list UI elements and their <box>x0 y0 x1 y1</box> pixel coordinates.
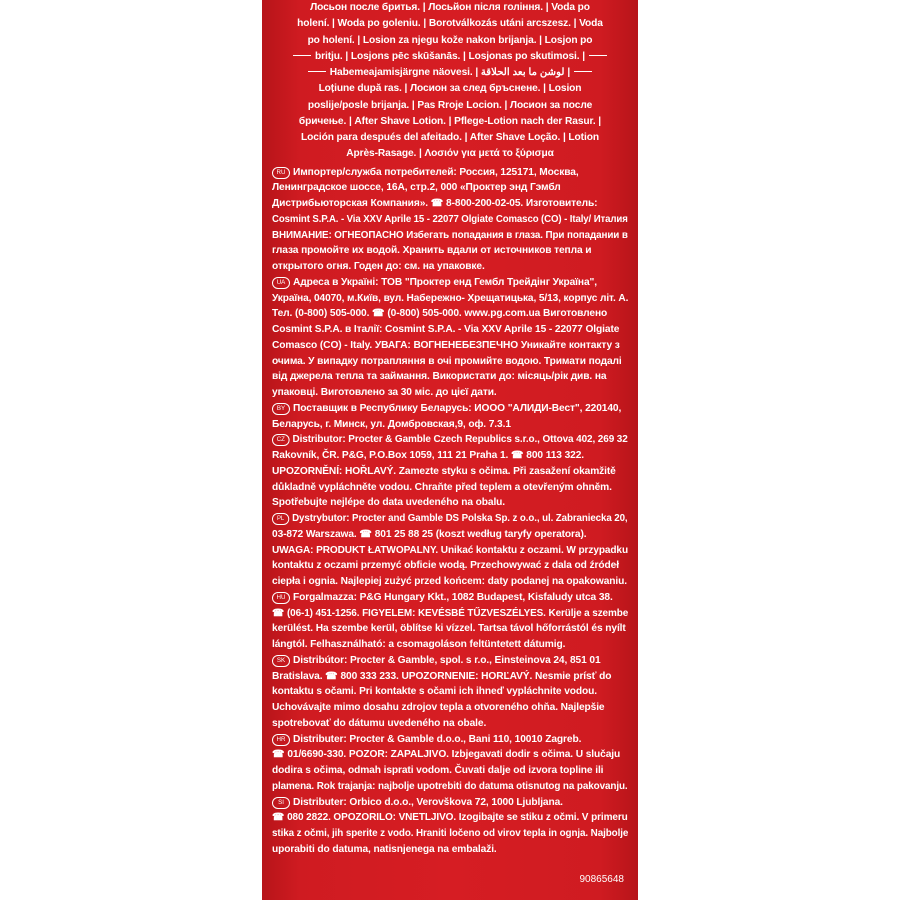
section-line-text: ☎ 080 2822. OPOZORILO: VNETLJIVO. Izogibajte se stiku z očmi. V primeru <box>272 812 628 824</box>
country-code-badge: RU <box>272 167 290 179</box>
section-line <box>272 322 628 338</box>
section-line-text: UPOZORNĚNÍ: HOŘLAVÝ. Zamezte styku s očima. Při zasažení okamžitě <box>272 465 616 477</box>
translation-line: бричење. | After Shave Lotion. | Pflege-Lotion nach der Rasur. | <box>298 115 602 127</box>
section-line <box>272 637 628 653</box>
section-line <box>272 401 628 417</box>
section-by <box>272 401 628 433</box>
translation-line: po holení. | Losion za njegu kože nakon brijanja. | Losjon po <box>307 34 593 46</box>
section-pl <box>272 511 628 590</box>
section-line <box>272 606 628 622</box>
section-line-text: открытого огня. Годен до: см. на упаковке. <box>272 261 485 272</box>
section-line-text: очима. У випадку потрапляння в очі промийте водою. Тримати подалі <box>272 355 622 367</box>
section-line <box>272 228 628 244</box>
section-line-text: Україна, 04070, м.Київ, вул. Набережно- Хрещатицька, 5/13, корпус літ. А. <box>272 292 629 304</box>
section-line <box>272 747 628 763</box>
section-line-text: kontaktu z oczami przemyć obficie wodą. Przechowywać z dala od źródeł <box>272 560 619 572</box>
section-line-text: упаковці. Виготовлено за 30 міс. до цієї дати. <box>272 387 497 398</box>
section-line <box>272 511 628 527</box>
section-line-text: Spotřebujte nejlépe do data uvedeného na obalu. <box>272 497 506 509</box>
section-line-text: ВНИМАНИЕ: ОГНЕОПАСНО Избегать попадания в глаза. При попадании в <box>272 229 628 241</box>
barcode-number: 90865648 <box>579 874 624 885</box>
translation-line: holení. | Woda po goleniu. | Borotválkozás utáni arcszesz. | Voda <box>297 18 603 30</box>
section-line-text: uporabiti do datuma, natisnjenega na embalaži. <box>272 843 497 855</box>
section-line-text: Dystrybutor: Procter and Gamble DS Polska Sp. z o.o., ul. Zabraniecka 20, <box>292 513 628 524</box>
left-rule <box>293 55 311 56</box>
section-line-text: 03-872 Warszawa. ☎ 801 25 88 25 (koszt według taryfy operatora). <box>272 528 587 540</box>
section-line <box>272 590 628 606</box>
section-line-text: Тел. (0-800) 505-000. ☎ (0-800) 505-000. www.pg.com.ua Виготовлено <box>272 308 608 320</box>
country-code-badge: BY <box>272 403 290 415</box>
section-line <box>272 448 628 464</box>
section-line-text: глаза промойте их водой. Хранить вдали от источников тепла и <box>272 245 592 257</box>
section-line <box>272 795 628 811</box>
translation-line: Лосьон после бритья. | Лосьйон після гоління. | Voda po <box>310 2 590 13</box>
product-label-panel <box>262 0 638 900</box>
section-line <box>272 621 628 637</box>
section-line <box>272 495 628 511</box>
section-line <box>272 480 628 496</box>
section-line <box>272 369 628 385</box>
section-line-text: Поставщик в Республику Беларусь: ИООО "АЛИДИ-Вест", 220140, <box>293 402 622 414</box>
section-line-text: від джерела тепла та займання. Використати до: місяць/рік див. на <box>272 371 607 383</box>
section-line <box>272 432 628 448</box>
left-rule <box>308 71 326 72</box>
section-line <box>272 165 628 181</box>
section-line-text: Distributer: Procter & Gamble d.o.o., Bani 110, 10010 Zagreb. <box>293 733 582 745</box>
section-line-text: lángtól. Felhasználható: a csomagoláson feltüntetett dátumig. <box>272 639 566 650</box>
section-line-text: ☎ 01/6690-330. POZOR: ZAPALJIVO. Izbjegavati dodir s očima. U slučaju <box>272 749 621 761</box>
section-line-text: Distribútor: Procter & Gamble, spol. s r.o., Einsteinova 24, 851 01 <box>293 654 601 666</box>
section-line <box>272 275 628 291</box>
section-line-text: plamena. Rok trajanja: najbolje upotrebiti do datuma otisnutog na pakovanju. <box>272 780 628 792</box>
section-line-text: ciepła i ognia. Najlepiej zużyć przed końcem: daty podanej na opakowaniu. <box>272 576 628 587</box>
section-line <box>272 259 628 275</box>
section-line-text: Comasco (CO) - Italy. УВАГА: ВОГНЕНЕБЕЗПЕЧНО Уникайте контакту з <box>272 339 620 351</box>
section-line <box>272 669 628 685</box>
section-line <box>272 716 628 732</box>
country-code-badge: SK <box>272 655 290 667</box>
section-cz <box>272 432 628 511</box>
section-line <box>272 385 628 401</box>
translation-line: Loțiune după ras. | Лосион за след бръснене. | Losion <box>318 83 582 95</box>
section-line <box>272 212 628 228</box>
section-line-text: Bratislava. ☎ 800 333 233. UPOZORNENIE: HORĽAVÝ. Nesmie prísť do <box>272 670 612 682</box>
country-code-badge: UA <box>272 277 290 289</box>
section-line <box>272 180 628 196</box>
country-code-badge: HU <box>272 592 290 604</box>
section-line-text: kontaktu s očami. Pri kontakte s očami ich ihneď vypláchnite vodou. <box>272 686 598 698</box>
section-line-text: spotrebovať do dátumu uvedeného na obale. <box>272 717 487 729</box>
section-line <box>272 291 628 307</box>
section-line-text: Адреса в Україні: ТОВ "Проктер енд Гембл Трейдінг Україна", <box>293 276 597 288</box>
section-line-text: dodira s očima, odmah isprati vodom. Čuvati dalje od izvora topline ili <box>272 765 604 776</box>
product-name-translations <box>272 0 628 163</box>
section-line-text: Ленинградское шоссе, 16А, стр.2, 000 «Проктер энд Гэмбл <box>272 182 561 194</box>
section-line <box>272 732 628 748</box>
section-line-text: Forgalmazza: P&G Hungary Kkt., 1082 Budapest, Kisfaludy utca 38. <box>293 591 613 603</box>
section-line-text: Дистрибьюторская Компания». ☎ 8-800-200-02-05. Изготовитель: <box>272 198 598 209</box>
translation-line: poslije/posle brijanja. | Pas Rroje Locion. | Лосион за после <box>307 99 593 111</box>
section-line-text: Импортер/служба потребителей: Россия, 125171, Москва, <box>293 166 579 178</box>
section-line-text: Cosmint S.P.A. в Італії: Cosmint S.P.A. - Via XXV Aprile 15 - 22077 Olgiate <box>272 324 620 335</box>
section-line <box>272 543 628 559</box>
translation-line: Loción para después del afeitado. | After Shave Loção. | Lotion <box>301 132 599 143</box>
section-line-text: UWAGA: PRODUKT ŁATWOPALNY. Unikać kontaktu z oczami. W przypadku <box>272 544 628 556</box>
country-code-badge: CZ <box>272 434 290 446</box>
section-line <box>272 779 628 795</box>
section-line-text: stika z očmi, jih sperite z vodo. Hraniti ločeno od virov tepla in ognja. Najbolje <box>272 828 629 839</box>
section-line-text: Cosmint S.P.A. - Via XXV Aprile 15 - 22077 Olgiate Comasco (CO) - Italy/ Италия <box>272 213 628 225</box>
right-rule <box>589 55 607 56</box>
section-line <box>272 354 628 370</box>
label-text-block <box>272 0 628 858</box>
section-line <box>272 338 628 354</box>
section-ua <box>272 275 628 401</box>
section-si <box>272 795 628 858</box>
country-code-badge: PL <box>272 513 289 525</box>
section-line <box>272 684 628 700</box>
section-line <box>272 700 628 716</box>
section-line <box>272 558 628 574</box>
section-line-text: Distributer: Orbico d.o.o., Verovškova 72, 1000 Ljubljana. <box>293 796 563 808</box>
translation-line-text: Habemeajamisjärgne näovesi. | لوشن ما بعد الحلاقة | <box>329 67 571 78</box>
section-line-text: Беларусь, г. Минск, ул. Домбровская,9, оф. 7.3.1 <box>272 418 511 430</box>
section-line <box>272 196 628 212</box>
section-ru <box>272 165 628 275</box>
section-line <box>272 826 628 842</box>
country-code-badge: SI <box>272 797 290 809</box>
country-sections <box>272 165 628 858</box>
section-line <box>272 763 628 779</box>
section-sk <box>272 653 628 732</box>
section-hu <box>272 590 628 653</box>
section-line <box>272 464 628 480</box>
section-line <box>272 810 628 826</box>
section-line <box>272 306 628 322</box>
section-line <box>272 417 628 433</box>
section-line <box>272 574 628 590</box>
section-line-text: Rakovník, ČR. P&G, P.O.Box 1059, 111 21 Praha 1. ☎ 800 113 322. <box>272 450 585 461</box>
section-line-text: ☎ (06-1) 451-1256. FIGYELEM: KEVÉSBÉ TŰZVESZÉLYES. Kerülje a szembe <box>272 607 629 619</box>
right-rule <box>574 71 592 72</box>
section-line-text: kerülést. Ha szembe kerül, öblítse ki vízzel. Tartsa távol hőforrástól és nyílt <box>272 623 626 635</box>
section-hr <box>272 732 628 795</box>
section-line-text: důkladně vypláchněte vodou. Chraňte před teplem a otevřeným ohněm. <box>272 481 612 493</box>
translation-line: Après-Rasage. | Λοσιόν για μετά το ξύρισμα <box>346 148 554 160</box>
section-line-text: Distributor: Procter & Gamble Czech Republics s.r.o., Ottova 402, 269 32 <box>292 434 628 446</box>
section-line <box>272 653 628 669</box>
translation-line-text: britju. | Losjons pēc skūšanās. | Losjonas po skutimosi. | <box>315 50 585 62</box>
section-line <box>272 527 628 543</box>
country-code-badge: HR <box>272 734 290 746</box>
translation-line <box>272 49 628 65</box>
section-line-text: Uchovávajte mimo dosahu zdrojov tepla a otvoreného ohňa. Najlepšie <box>272 702 605 713</box>
section-line <box>272 842 628 858</box>
translation-line <box>272 65 628 81</box>
section-line <box>272 243 628 259</box>
